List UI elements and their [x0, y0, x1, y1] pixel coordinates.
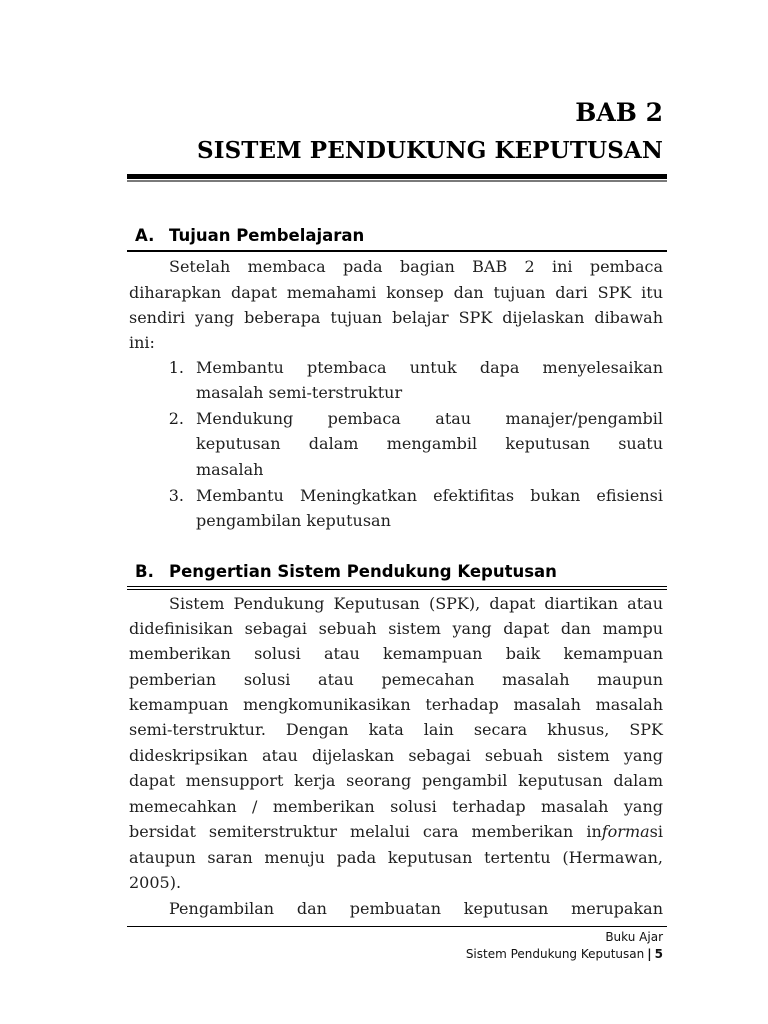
footer-separator: |	[647, 947, 652, 961]
section-b-next-paragraph-line: Pengambilan dan pembuatan keputusan merupakan	[169, 899, 663, 918]
section-b-paragraph-line: ataupun saran menuju pada keputusan tertentu (Hermawan,	[129, 848, 663, 867]
section-a-intro-line: diharapkan dapat memahami konsep dan tujuan dari SPK itu	[129, 283, 663, 302]
chapter-number: BAB 2	[575, 98, 663, 127]
section-b-letter: B.	[135, 562, 154, 581]
footer-book-title: Sistem Pendukung Keputusan	[465, 947, 645, 961]
section-a-title: Tujuan Pembelajaran	[169, 226, 365, 245]
section-b-paragraph-line: semi-terstruktur. Dengan kata lain secara khusus, SPK	[129, 720, 663, 739]
section-a-heading	[135, 226, 667, 245]
list-item-line: pengambilan keputusan	[196, 511, 391, 530]
section-a-intro-line: ini:	[129, 333, 155, 352]
section-b-paragraph-line: didefinisikan sebagai sebuah sistem yang dapat dan mampu	[129, 619, 663, 638]
list-item-line: masalah	[196, 460, 264, 479]
footer-title-line	[466, 947, 663, 961]
section-b-paragraph-line: kemampuan mengkomunikasikan terhadap masalah masalah	[129, 695, 663, 714]
info-text-post: si	[649, 822, 663, 841]
info-text-italic: forma	[601, 822, 650, 841]
section-b-paragraph-line: dapat mensupport kerja seorang pengambil keputusan dalam	[129, 771, 663, 790]
section-a-intro-line: sendiri yang beberapa tujuan belajar SPK dijelaskan dibawah	[129, 308, 663, 327]
list-item-line: Membantu ptembaca untuk dapa menyelesaikan	[196, 358, 663, 377]
list-item-line: keputusan dalam mengambil keputusan suatu	[196, 434, 663, 453]
title-rule-thin	[127, 180, 667, 182]
list-item-number: 2.	[168, 409, 184, 428]
section-b-paragraph-line: 2005).	[129, 873, 182, 892]
section-b-rule-top	[127, 586, 667, 587]
list-item-number: 1.	[168, 358, 184, 377]
info-text-pre: bersidat semiterstruktur melalui cara memberikan in	[129, 822, 602, 841]
list-item-number: 3.	[168, 486, 184, 505]
section-b-heading	[135, 562, 667, 581]
section-b-paragraph-line: dideskripsikan atau dijelaskan sebagai sebuah sistem yang	[129, 746, 663, 765]
section-a-intro-line: Setelah membaca pada bagian BAB 2 ini pembaca	[169, 257, 663, 276]
section-b-rule-bottom	[127, 589, 667, 590]
section-a-letter: A.	[135, 226, 155, 245]
chapter-title: SISTEM PENDUKUNG KEPUTUSAN	[197, 137, 663, 164]
footer-book-label: Buku Ajar	[605, 930, 663, 944]
section-b-paragraph-line: Sistem Pendukung Keputusan (SPK), dapat diartikan atau	[169, 594, 663, 613]
list-item-line: masalah semi-terstruktur	[196, 383, 403, 402]
section-b-paragraph-line	[129, 822, 663, 842]
section-b-paragraph-line: memecahkan / memberikan solusi terhadap masalah yang	[129, 797, 663, 816]
page-number: 5	[654, 947, 663, 961]
title-rule-thick	[127, 174, 667, 179]
list-item-line: Mendukung pembaca atau manajer/pengambil	[196, 409, 663, 428]
list-item-line: Membantu Meningkatkan efektifitas bukan efisiensi	[196, 486, 663, 505]
section-b-title: Pengertian Sistem Pendukung Keputusan	[169, 562, 557, 581]
section-b-paragraph-line: pemberian solusi atau pemecahan masalah maupun	[129, 670, 663, 689]
section-b-paragraph-line: memberikan solusi atau kemampuan baik kemampuan	[129, 644, 663, 663]
footer-rule	[127, 926, 667, 927]
section-a-rule	[127, 250, 667, 252]
